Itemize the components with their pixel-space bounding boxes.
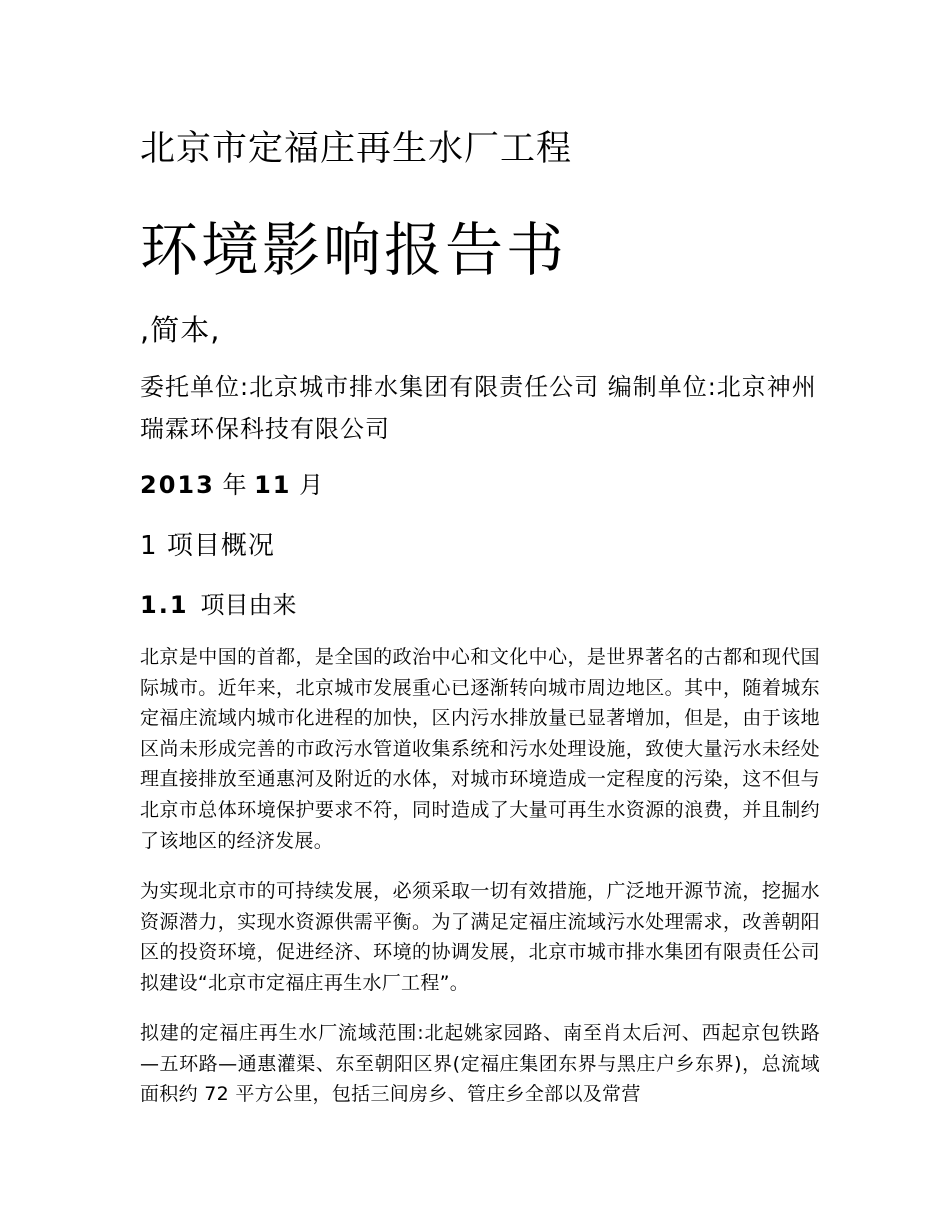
section-1-title: 项目概况 <box>166 531 275 561</box>
section-1-heading <box>140 524 820 568</box>
paragraph-3: 拟建的定福庄再生水厂流域范围:北起姚家园路、南至肖太后河、西起京包铁路—五环路—通惠灌渠、东至朝阳区界(定福庄集团东界与黑庄户乡东界)，总流域面积约 72 平方公里，包括三间房乡、管庄乡全部以及常营 <box>140 1022 820 1106</box>
document-date <box>140 464 820 506</box>
paragraph-2: 为实现北京市的可持续发展，必须采取一切有效措施，广泛地开源节流，挖掘水资源潜力，实现水资源供需平衡。为了满足定福庄流域污水处理需求，改善朝阳区的投资环境，促进经济、环境的协调发展，北京市城市排水集团有限责任公司拟建设“北京市定福庄再生水厂工程”。 <box>140 880 820 994</box>
date-year: 2013 <box>140 471 215 499</box>
paragraph-1: 北京是中国的首都，是全国的政治中心和文化中心，是世界著名的古都和现代国际城市。近年来，北京城市发展重心已逐渐转向城市周边地区。其中，随着城东定福庄流域内城市化进程的加快，区内污水排放量已显著增加，但是，由于该地区尚未形成完善的市政污水管道收集系统和污水处理设施，致使大量污水未经处理直接排放至通惠河及附近的水体，对城市环境造成一定程度的污染，这不但与北京市总体环境保护要求不符，同时造成了大量可再生水资源的浪费，并且制约了该地区的经济发展。 <box>140 646 820 852</box>
commission-units: 委托单位:北京城市排水集团有限责任公司 编制单位:北京神州瑞霖环保科技有限公司 <box>140 373 817 443</box>
section-1-number: 1 <box>140 531 158 561</box>
section-1-1-number: 1.1 <box>140 591 189 619</box>
date-month-char: 月 <box>299 471 324 499</box>
document-subtitle: ,简本, <box>140 313 221 347</box>
section-1-1-title: 项目由来 <box>200 591 297 619</box>
date-month: 11 <box>254 471 292 499</box>
date-year-char: 年 <box>222 471 247 499</box>
document-title-line2: 环境影响报告书 <box>140 216 568 284</box>
section-1-1-heading <box>140 584 820 626</box>
document-title-line1: 北京市定福庄再生水厂工程 <box>140 129 573 169</box>
